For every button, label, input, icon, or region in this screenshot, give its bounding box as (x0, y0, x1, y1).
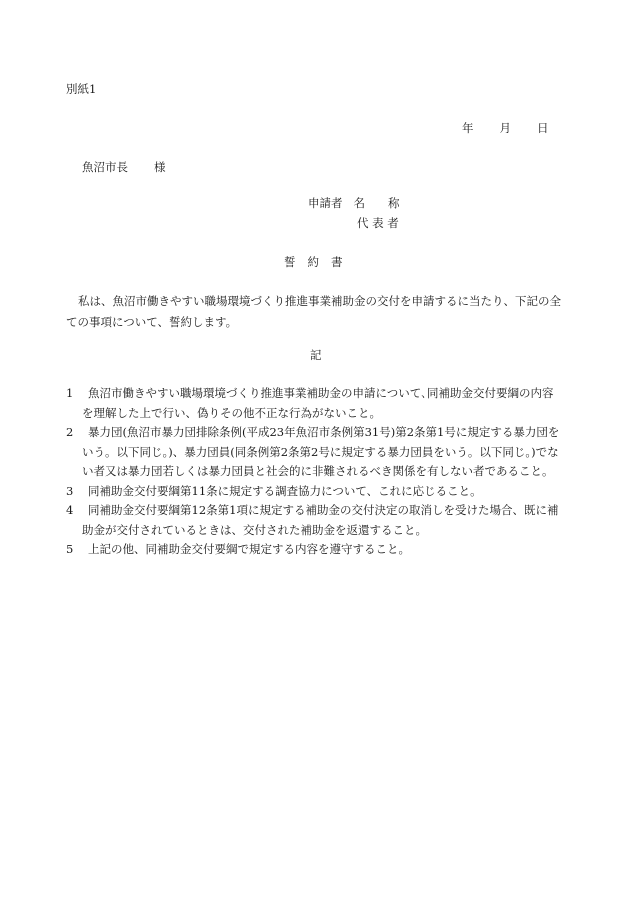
item-number: 5 (66, 542, 74, 556)
list-item (66, 540, 563, 560)
date-line (462, 120, 549, 136)
document-title: 誓約書 (284, 255, 355, 269)
item-text: 同補助金交付要綱第11条に規定する調査協力について、これに応じること。 (88, 483, 482, 498)
item-text: 魚沼市働きやすい職場環境づくり推進事業補助金の申請について､同補助金交付要綱の内容を理解した上で行い、偽りその他不正な行為がないこと。 (82, 386, 554, 420)
addressee (82, 159, 166, 175)
item-number: 1 (66, 386, 74, 400)
date-month: 月 (499, 121, 511, 135)
list-item (66, 501, 563, 540)
item-text: 上記の他、同補助金交付要綱で規定する内容を遵守すること。 (88, 542, 410, 556)
date-day: 日 (537, 121, 549, 135)
applicant-representative-label: 代 表 者 (357, 216, 399, 230)
attachment-label: 別紙1 (66, 82, 97, 96)
date-year: 年 (462, 121, 474, 135)
applicant-row (308, 195, 399, 211)
list-item (66, 482, 563, 502)
list-item (66, 423, 563, 482)
item-number: 3 (66, 483, 74, 498)
addressee-honorific: 様 (154, 160, 166, 174)
item-number: 4 (66, 503, 74, 517)
item-text: 暴力団(魚沼市暴力団排除条例(平成23年魚沼市条例第31号)第2条第1号に規定する暴力団をいう。以下同じ。)、暴力団員(同条例第2条第2号に規定する暴力団員をいう。以下同じ。)でない者又は暴力団若しくは暴力団員と社会的に非難されるべき関係を有しない者であること。 (82, 425, 560, 478)
list-item (66, 384, 563, 423)
item-number: 2 (66, 425, 74, 439)
addressee-name: 魚沼市長 (82, 160, 128, 174)
applicant-name-label: 名 称 (353, 196, 400, 210)
intro-paragraph: 私は、魚沼市働きやすい職場環境づくり推進事業補助金の交付を申請するに当たり、下記の全ての事項について、誓約します。 (66, 294, 561, 329)
applicant-label: 申請者 (308, 196, 343, 210)
item-text: 同補助金交付要綱第12条第1項に規定する補助金の交付決定の取消しを受けた場合、既に補助金が交付されているときは、交付された補助金を返還すること。 (82, 503, 559, 537)
pledge-list (66, 384, 563, 560)
ki-heading: 記 (310, 348, 322, 362)
